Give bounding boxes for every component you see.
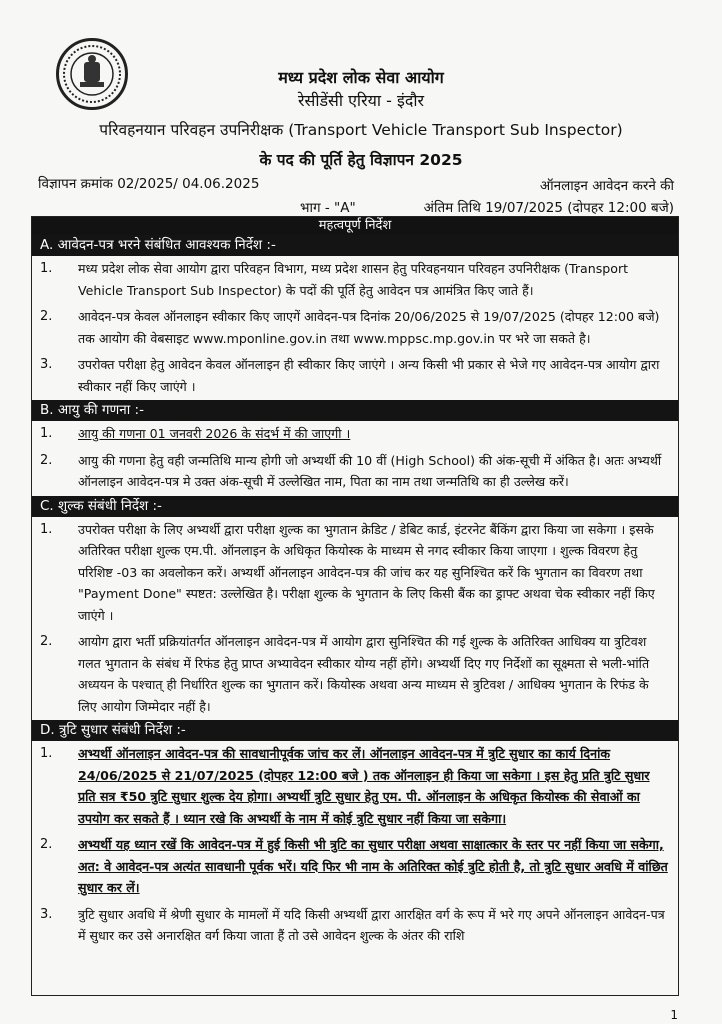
part-label: भाग - "A"	[300, 200, 356, 216]
section-a-heading: A. आवेदन-पत्र भरने संबंधित आवश्यक निर्देश :-	[32, 235, 678, 256]
advertisement-title: के पद की पूर्ति हेतु विज्ञापन 2025	[259, 151, 463, 169]
list-item: 1. अभ्यर्थी ऑनलाइन आवेदन-पत्र की सावधानीपूर्वक जांच कर लें। ऑनलाइन आवेदन-पत्र में त्रुटि सुधार का कार्य दिनांक 24/06/2025 से 21/07/2025 (दोपहर 12:00 बजे ) तक ऑनलाइन ही किया जा सकेगा । इस हेतु प्रति त्रुटि सुधार प्रति सत्र ₹50 त्रुटि सुधार शुल्क देय होगा। अभ्यर्थी त्रुटि सुधार हेतु एम. पी. ऑनलाइन के अधिकृत कियोस्क की सेवाओं का उपयोग कर सकते हैं । ध्यान रखे कि अभ्यर्थी के नाम में कोई त्रुटि सुधार नहीं किया जा सकेगा।	[40, 746, 650, 826]
list-item: 1. आयु की गणना 01 जनवरी 2026 के संदर्भ में की जाएगी ।	[40, 426, 351, 441]
deadline-label: ऑनलाइन आवेदन करने की	[539, 178, 674, 194]
list-item: 2. आयु की गणना हेतु वही जन्मतिथि मान्य होगी जो अभ्यर्थी की 10 वीं (High School) की अंक-सूची में अंकित है। अतः अभ्यर्थी ऑनलाइन आवेदन-पत्र मे उक्त अंक-सूची में उल्लेखित नाम, पिता का नाम तथा जन्मतिथि का ही उल्लेख करें।	[40, 452, 662, 489]
post-title: परिवहनयान परिवहन उपनिरीक्षक (Transport Vehicle Transport Sub Inspector)	[99, 121, 623, 139]
list-item: 2. आयोग द्वारा भर्ती प्रक्रियांतर्गत ऑनलाइन आवेदन-पत्र में आयोग द्वारा सुनिश्चित की गई शुल्क के अतिरिक्त आधिक्य या त्रुटिवश गलत भुगतान के संबंध में रिफंड हेतु प्राप्त अभ्यावेदन स्वीकार योग्य नहीं होंगे। अभ्यर्थी दिए गए निर्देशों का सूक्ष्मता से भली-भांति अध्ययन के पश्चात् ही निर्धारित शुल्क का भुगतान करें। कियोस्क अथवा अन्य माध्यम से त्रुटिवश / आधिक्य भुगतान के रिफंड के लिए आयोग जिम्मेदार नहीं है।	[40, 634, 650, 714]
instructions-table	[31, 216, 679, 996]
deadline-date: अंतिम तिथि 19/07/2025 (दोपहर 12:00 बजे)	[423, 200, 674, 216]
section-d-heading: D. त्रुटि सुधार संबंधी निर्देश :-	[32, 720, 678, 741]
list-item: 1. उपरोक्त परीक्षा के लिए अभ्यर्थी द्वारा परीक्षा शुल्क का भुगतान क्रेडिट / डेबिट कार्ड, इंटरनेट बैंकिंग द्वारा किया जा सकेगा । इसके अतिरिक्त परीक्षा शुल्क एम.पी. ऑनलाइन के अधिकृत कियोस्क के माध्यम से नगद स्वीकार किया जाएगा । शुल्क विवरण हेतु परिशिष्ट -03 का अवलोकन करें। अभ्यर्थी ऑनलाइन आवेदन-पत्र की जांच कर यह सुनिश्चित करें कि भुगतान का विवरण तथा "Payment Done" स्पष्टत: उल्लेखित है। परीक्षा शुल्क के भुगतान के लिए किसी बैंक का ड्राफ्ट अथवा चेक स्वीकार नहीं किए जाएंगे ।	[40, 521, 655, 623]
list-item: 3. त्रुटि सुधार अवधि में श्रेणी सुधार के मामलों में यदि किसी अभ्यर्थी द्वारा आरक्षित वर्ग के रूप में भरे गए अपने ऑनलाइन आवेदन-पत्र में सुधार कर उसे अनारक्षित वर्ग किया जाता हैं तो उसे आवेदन शुल्क के अंतर की राशि	[40, 906, 665, 943]
org-address: रेसीडेंसी एरिया - इंदौर	[297, 91, 425, 110]
section-b-heading: B. आयु की गणना :-	[32, 400, 678, 421]
important-instructions-title: महत्वपूर्ण निर्देश	[32, 217, 678, 235]
list-item: 2. अभ्यर्थी यह ध्यान रखें कि आवेदन-पत्र में हुई किसी भी त्रुटि का सुधार परीक्षा अथवा साक्षात्कार के स्तर पर नहीं किया जा सकेगा, अत: वे आवेदन-पत्र अत्यंत सावधानी पूर्वक भरें। यदि फिर भी नाम के अतिरिक्त कोई त्रुटि होती है, तो त्रुटि सुधार अवधि में वांछित सुधार कर लें।	[40, 837, 668, 895]
advertisement-number: विज्ञापन क्रमांक 02/2025/ 04.06.2025	[38, 176, 260, 192]
list-item: 1. मध्य प्रदेश लोक सेवा आयोग द्वारा परिवहन विभाग, मध्य प्रदेश शासन हेतु परिवहनयान परिवहन उपनिरीक्षक (Transport Vehicle Transport Sub Inspector) के पदों की पूर्ति हेतु आवेदन पत्र आमंत्रित किए जाते हैं।	[40, 261, 629, 298]
section-c-heading: C. शुल्क संबंधी निर्देश :-	[32, 496, 678, 517]
org-name: मध्य प्रदेश लोक सेवा आयोग	[278, 68, 444, 87]
page-number: 1	[670, 1008, 678, 1022]
list-item: 2. आवेदन-पत्र केवल ऑनलाइन स्वीकार किए जाएगें आवेदन-पत्र दिनांक 20/06/2025 से 19/07/2025 (दोपहर 12:00 बजे) तक आयोग की वेबसाइट www.mponline.gov.in तथा www.mppsc.mp.gov.in पर भरे जा सकते है।	[40, 309, 660, 346]
list-item: 3. उपरोक्त परीक्षा हेतु आवेदन केवल ऑनलाइन ही स्वीकार किए जाएंगे । अन्य किसी भी प्रकार से भेजे गए आवेदन-पत्र आयोग द्वारा स्वीकार नहीं किए जाएंगे ।	[40, 357, 660, 394]
